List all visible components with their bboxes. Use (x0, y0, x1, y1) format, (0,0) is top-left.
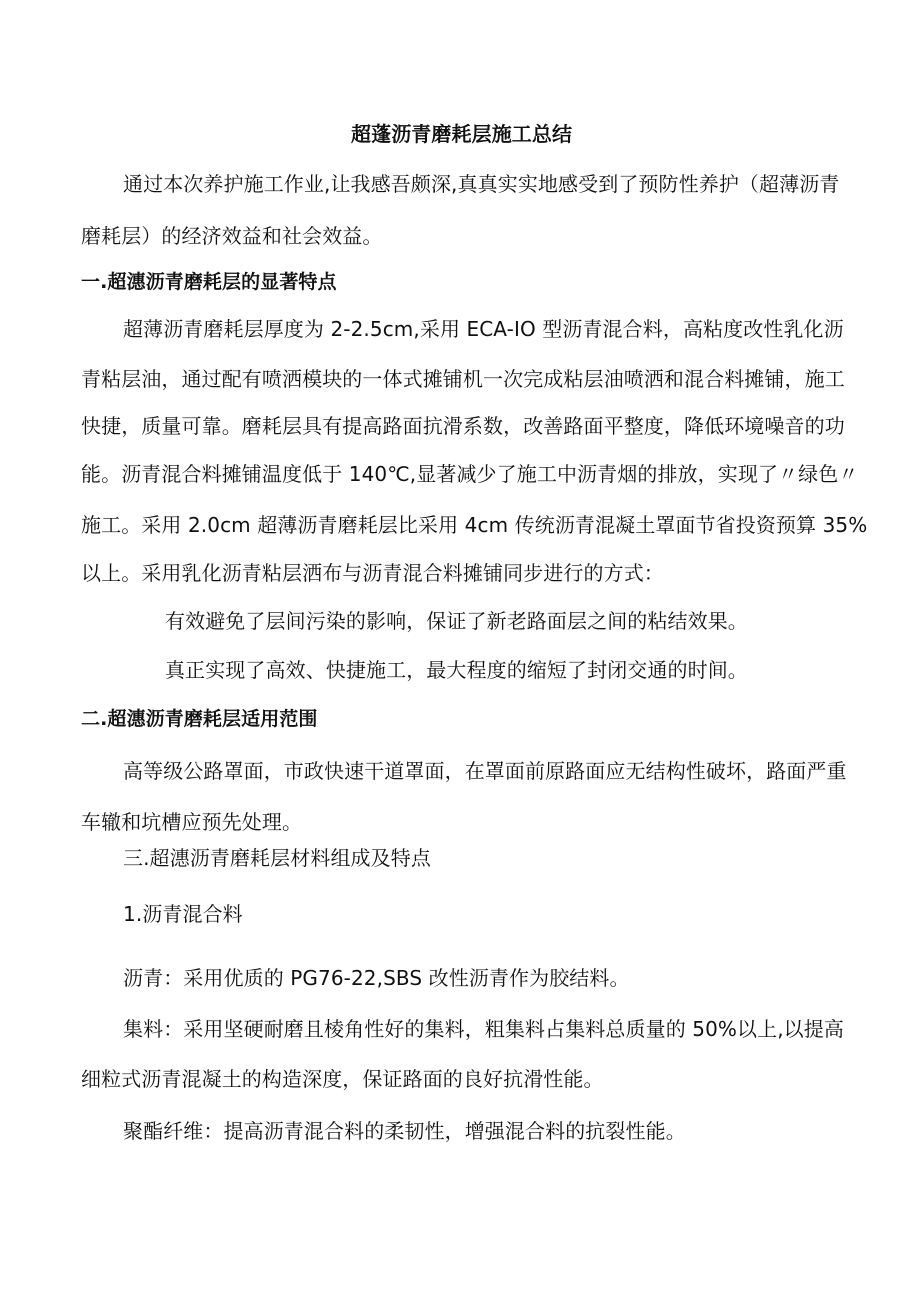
point-line: 真正实现了高效、快捷施工，最大程度的缩短了封闭交通的时间。 (165, 658, 748, 682)
point-line: 有效避免了层间污染的影响，保证了新老路面层之间的粘结效果。 (165, 609, 748, 633)
paragraph-line: 施工。采用 2.0cm 超薄沥青磨耗层比采用 4cm 传统沥青混凝土罩面节省投资预算 35% (81, 513, 868, 537)
paragraph-line: 快捷，质量可靠。磨耗层具有提高路面抗滑系数，改善路面平整度，降低环境噪音的功 (81, 414, 845, 438)
material-item: 集料：采用坚硬耐磨且棱角性好的集料，粗集料占集料总质量的 50%以上,以提高 (123, 1017, 844, 1041)
intro-line: 通过本次养护施工作业,让我感吾颇深,真真实实地感受到了预防性养护（超薄沥青 (123, 172, 840, 196)
sub-heading: 1.沥青混合料 (123, 902, 243, 926)
paragraph-line: 能。沥青混合料摊铺温度低于 140℃,显著减少了施工中沥青烟的排放，实现了〃绿色〃 (81, 462, 859, 486)
paragraph-line: 以上。采用乳化沥青粘层洒布与沥青混合料摊铺同步进行的方式： (81, 561, 664, 585)
section-heading-2: 二.超潓沥青磨耗层适用范围 (81, 708, 318, 730)
document-title: 超蓬沥青磨耗层施工总结 (351, 122, 573, 146)
section-heading-1: 一.超潓沥青磨耗层的显著特点 (81, 271, 337, 293)
paragraph-line: 高等级公路罩面，市政快速干道罩面，在罩面前原路面应无结构性破坏，路面严重 (123, 759, 847, 783)
material-item: 聚酯纤维：提高沥青混合料的柔韧性，增强混合料的抗裂性能。 (123, 1119, 686, 1143)
paragraph-line: 车辙和坑槽应预先处理。 (81, 810, 303, 834)
material-item: 细粒式沥青混凝土的构造深度，保证路面的良好抗滑性能。 (81, 1067, 604, 1091)
paragraph-line: 青粘层油，通过配有喷洒模块的一体式摊铺机一次完成粘层油喷洒和混合料摊铺，施工 (81, 367, 845, 391)
intro-line: 磨耗层）的经济效益和社会效益。 (81, 224, 383, 248)
section-heading-3: 三.超潓沥青磨耗层材料组成及特点 (123, 846, 431, 870)
paragraph-line: 超薄沥青磨耗层厚度为 2-2.5cm,采用 ECA-IO 型沥青混合料，高粘度改性乳化沥 (123, 317, 844, 341)
material-item: 沥青：采用优质的 PG76-22,SBS 改性沥青作为胶结料。 (123, 966, 630, 990)
